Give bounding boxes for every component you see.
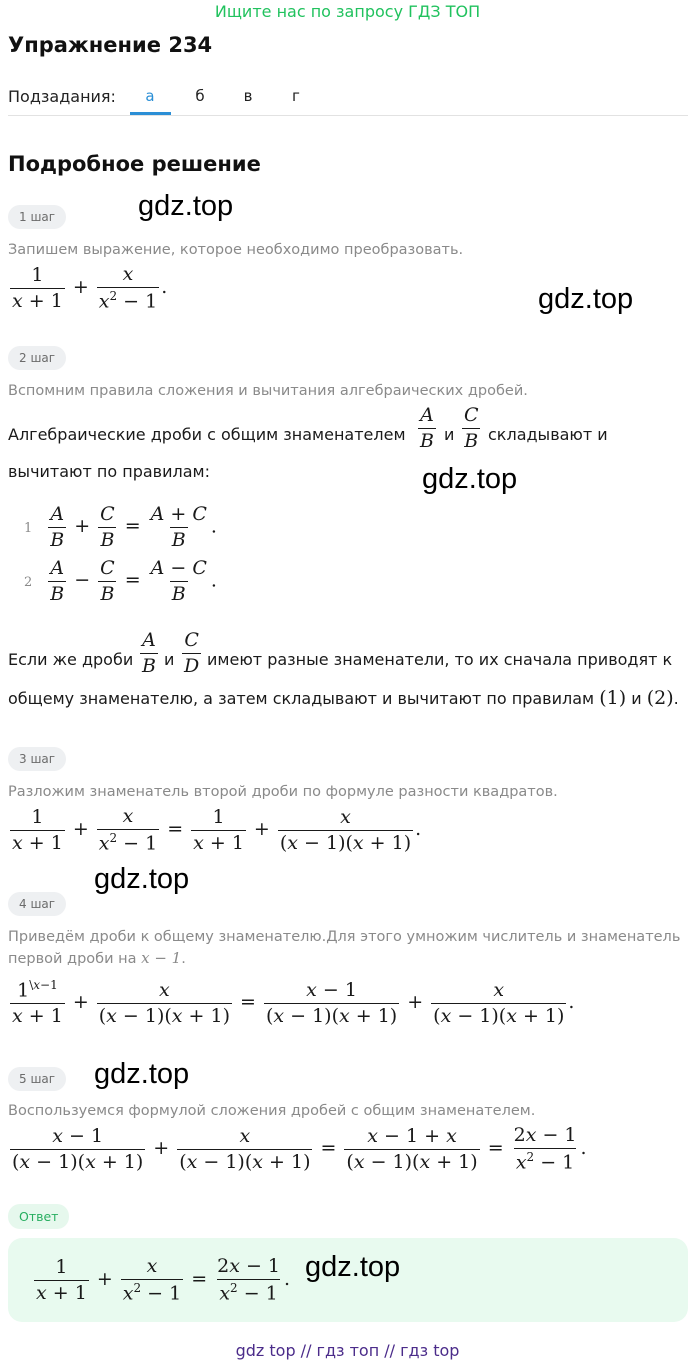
fraction-c-over-b: $\frac{C}{B}$ [464, 404, 479, 452]
step-2-text-line4: общему знаменателю, а затем складывают и вычитают по правилам (1) и (2). [8, 687, 679, 709]
section-title: Подробное решение [8, 152, 261, 176]
step-2-text-line2: вычитают по правилам: [8, 462, 210, 481]
step-4-expression: $\frac{1^{\backslash x-1}}{x + 1}$ + $\frac{x}{(x - 1)(x + 1)}$ = $\frac{x - 1}{(x - 1)(x + 1)}$ + $\frac{x}{(x - 1)(x + 1)}$ . [12, 978, 575, 1028]
footer-links[interactable]: gdz top // гдз топ // гдз top [235, 1341, 460, 1360]
step-3-badge: 3 шаг [8, 747, 66, 771]
page-title: Упражнение 234 [8, 33, 213, 57]
search-banner[interactable]: Ищите нас по запросу ГДЗ ТОП [214, 2, 481, 21]
watermark: gdz.top [538, 283, 634, 315]
rule-2-number: 2 [24, 575, 33, 591]
step-2-text-line3a: Если же дроби [8, 650, 134, 669]
watermark: gdz.top [138, 190, 234, 222]
step-1-hint: Запишем выражение, которое необходимо преобразовать. [8, 242, 464, 258]
step-4-badge: 4 шаг [8, 892, 66, 916]
rule-1-number: 1 [24, 521, 33, 537]
rule-2: 2 $\frac{A}{B}$ − $\frac{C}{B}$ = $\frac{A - C}{B}$ . [24, 557, 217, 605]
step-2-text-and-2: и [164, 650, 175, 669]
subtasks-label: Подзадания: [8, 87, 116, 106]
step-2-text-line1: Алгебраические дроби с общим знаменателем [8, 425, 406, 444]
step-5-hint: Воспользуемся формулой сложения дробей с общим знаменателем. [8, 1103, 536, 1119]
answer-badge: Ответ [8, 1204, 69, 1229]
tabs-divider [8, 115, 688, 116]
tab-v[interactable]: в [243, 87, 253, 105]
fraction-a-over-b-2: $\frac{A}{B}$ [142, 629, 156, 677]
rule-1: 1 $\frac{A}{B}$ + $\frac{C}{B}$ = $\frac{A + C}{B}$ . [24, 503, 217, 551]
answer-expression: $\frac{1}{x + 1}$ + $\frac{x}{x^2 - 1}$ = $\frac{2x - 1}{x^2 - 1}$ . [36, 1255, 291, 1305]
step-3-expression: $\frac{1}{x + 1}$ + $\frac{x}{x^2 - 1}$ = $\frac{1}{x + 1}$ + $\frac{x}{(x - 1)(x + 1)}$ . [12, 805, 422, 855]
step-3-hint: Разложим знаменатель второй дроби по формуле разности квадратов. [8, 784, 558, 800]
watermark: gdz.top [305, 1251, 401, 1283]
step-1-expression: $\frac{1}{x + 1}$ + $\frac{x}{x^2 - 1}$ . [12, 263, 168, 313]
step-5-expression: $\frac{x - 1}{(x - 1)(x + 1)}$ + $\frac{x}{(x - 1)(x + 1)}$ = $\frac{x - 1 + x}{(x - 1)(x + 1)}$ = $\frac{2x - 1}{x^2 - 1}$ . [12, 1124, 587, 1174]
step-2-badge: 2 шаг [8, 346, 66, 370]
step-2-text-line3c: имеют разные знаменатели, то их сначала приводят к [207, 650, 673, 669]
tab-a[interactable]: а [145, 87, 155, 105]
fraction-c-over-d: $\frac{C}{D}$ [184, 629, 200, 677]
tab-g[interactable]: г [292, 87, 300, 105]
tab-b[interactable]: б [195, 87, 205, 105]
step-4-hint-line1: Приведём дроби к общему знаменателю.Для этого умножим числитель и знаменатель [8, 929, 681, 945]
step-4-hint-line2: первой дроби на x − 1. [8, 949, 186, 967]
step-2-text-add: складывают и [488, 425, 608, 444]
watermark: gdz.top [422, 463, 518, 495]
step-2-text-and: и [444, 425, 455, 444]
watermark: gdz.top [94, 863, 190, 895]
step-5-badge: 5 шаг [8, 1067, 66, 1091]
fraction-a-over-b: $\frac{A}{B}$ [420, 404, 434, 452]
watermark: gdz.top [94, 1058, 190, 1090]
step-2-hint: Вспомним правила сложения и вычитания алгебраических дробей. [8, 383, 528, 399]
step-1-badge: 1 шаг [8, 205, 66, 229]
